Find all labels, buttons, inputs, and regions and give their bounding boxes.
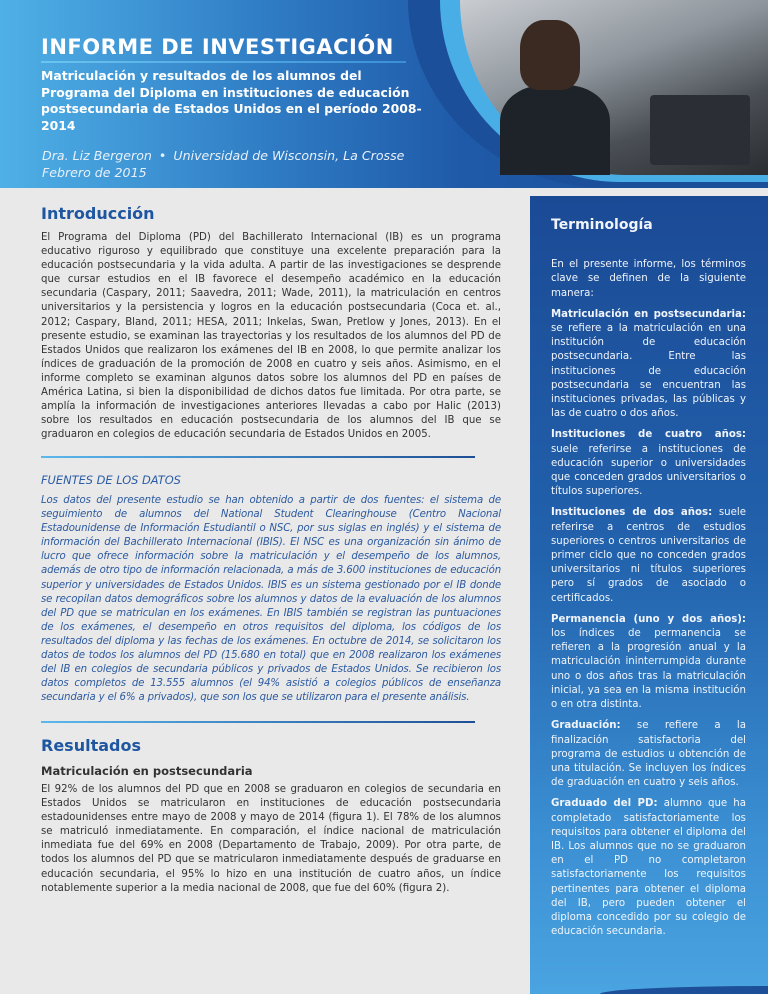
photo-student-head [520, 20, 580, 90]
separator: • [158, 148, 167, 163]
sources-body: Los datos del presente estudio se han obtenido a partir de dos fuentes: el sistema de seguimiento de alumnos del National Student Clearinghouse (Centro Nacional Estadounidense de Información Estudiantil o NSC, por sus siglas en inglés) y el sistema de información del Bachillerato Internacional (IBIS). El NSC es una organización sin ánimo de lucro que ofrece información sobre la matriculación y el desempeño de los alumnos, además de otro tipo de información relacionada, a más de 3.600 instituciones de educación superior y universidades de Estados Unidos. IBIS es un sistema gestionado por el IB donde se recopilan datos demográficos sobre los alumnos y datos de la evaluación de los alumnos del PD que se matriculan en los exámenes. En IBIS también se registran las puntuaciones de los exámenes, el desempeño en otros requisitos del diploma, los códigos de los resultados del diploma y las fechas de los exámenes. En octubre de 2014, se solicitaron los datos de todos los alumnos del PD (15.680 en total) que en 2008 realizaron los exámenes del IB en colegios de secundaria públicos y privados de Estados Unidos. Se recibieron los datos completos de 13.555 alumnos (el 94% asistió a colegios públicos de enseñanza secundaria y el 6% a privados), que son los que se utilizaron para el presente análisis. [41, 495, 501, 704]
term-definition: se refiere a la matriculación en una institución de educación postsecundaria. Entre las instituciones de educación postsecundaria se encuentran las instituciones privadas, las públicas y las de cuatro o dos años. [551, 323, 746, 420]
term-item [551, 613, 746, 712]
term-label: Instituciones de dos años: [551, 507, 713, 519]
term-definition: suele referirse a instituciones de educación superior o universidades que conceden grados universitarios o títulos superiores. [551, 443, 746, 498]
term-item [551, 506, 746, 605]
photo-student-body [500, 85, 610, 175]
term-definition: alumno que ha completado satisfactoriamente los requisitos para obtener el diploma del IB. Los alumnos que no se graduaron en el PD no completaron satisfactoriamente los requisitos pertinentes para obtener el diploma del IB, pero pueden obtener el diploma concedido por su colegio de educación secundaria. [551, 798, 747, 938]
results-subheading: Matriculación en postsecundaria [41, 764, 253, 778]
term-definition: los índices de permanencia se refieren a la progresión anual y la matriculación ininterrumpida durante uno o dos años tras la matriculación inicial, ya sea en la misma institución o en otra distinta. [551, 628, 746, 711]
term-label: Instituciones de cuatro años: [551, 429, 746, 441]
report-header [0, 0, 768, 188]
results-body: El 92% de los alumnos del PD que en 2008 se graduaron en colegios de secundaria en Estados Unidos se matricularon en instituciones de educación postsecundaria estadounidenses entre mayo de 2008 y mayo de 2014 (figura 1). El 78% de los alumnos se matriculó inmediatamente. En comparación, el índice nacional de matriculación inmediata fue del 69% en 2008 (Departamento de Trabajo, 2009). Por otra parte, de todos los alumnos del PD que se matricularon inmediatamente después de graduarse en educación secundaria, el 95% lo hizo en una institución de cuatro años, un índice notablemente superior a la media nacional de 2008, que fue del 60% (figura 2). [41, 784, 501, 894]
intro-heading: Introducción [41, 204, 155, 223]
term-item [551, 308, 746, 422]
term-label: Graduación: [551, 720, 621, 732]
affiliation: Universidad de Wisconsin, La Crosse [173, 148, 405, 163]
term-label: Matriculación en postsecundaria: [551, 308, 746, 320]
report-subtitle: Matriculación y resultados de los alumnos del Programa del Diploma en instituciones de educación postsecundaria de Estados Unidos en el período 2008-2014 [41, 68, 422, 133]
date: Febrero de 2015 [42, 165, 147, 180]
report-title: INFORME DE INVESTIGACIÓN [41, 35, 394, 59]
results-heading: Resultados [41, 736, 141, 755]
author: Dra. Liz Bergeron [42, 148, 152, 163]
term-definition: se refiere a la finalización satisfactoria del programa de estudios u obtención de una titulación. Se incluyen los índices de graduación en cuatro y seis años. [551, 720, 746, 789]
title-divider [41, 61, 406, 63]
photo-computer [650, 95, 750, 165]
term-definition: suele referirse a centros de estudios superiores o centros universitarios de primer ciclo que no conceden grados universitarios ni títulos superiores pero sí grados de asociado o certificados. [551, 507, 746, 604]
term-item [551, 797, 746, 939]
term-item [551, 428, 746, 499]
students-photo [460, 0, 768, 175]
divider [41, 721, 475, 723]
author-line [42, 147, 442, 181]
sources-heading: FUENTES DE LOS DATOS [41, 473, 181, 487]
divider [41, 456, 475, 458]
terminology-sidebar [530, 196, 768, 994]
term-label: Permanencia (uno y dos años): [551, 613, 746, 625]
sidebar-intro: En el presente informe, los términos clave se definen de la siguiente manera: [551, 259, 746, 299]
term-item [551, 719, 746, 790]
intro-body: El Programa del Diploma (PD) del Bachillerato Internacional (IB) es un programa educativo riguroso y equilibrado que constituye una excelente preparación para la educación postsecundaria y la vida adulta. A partir de las investigaciones se desprende que cursar estudios en el IB favorece el desempeño académico en la educación secundaria (Caspary, 2011; Saavedra, 2011; Wade, 2011), la matriculación en centros universitarios y la persistencia y logros en la educación postsecundaria (Coca et. al., 2012; Caspary, Bland, 2011; HESA, 2011; Inkelas, Swan, Pretlow y Jones, 2013). En el presente estudio, se examinan las trayectorias y los resultados de los alumnos del PD de Estados Unidos que realizaron los exámenes del IB en 2008, lo que permite analizar los índices de graduación de la promoción de 2008 en cuatro y seis años. Asimismo, en el informe completo se examinan algunos datos sobre los alumnos del PD en países de América Latina, si bien la disponibilidad de dichos datos fue limitada. Por otra parte, se amplía la información de investigaciones anteriores llevadas a cabo por Halic (2013) sobre los resultados en educación postsecundaria de los alumnos del IB que se graduaron en colegios de educación secundaria de Estados Unidos en 2005. [41, 232, 501, 441]
sidebar-heading: Terminología [551, 217, 653, 233]
term-label: Graduado del PD: [551, 798, 658, 810]
